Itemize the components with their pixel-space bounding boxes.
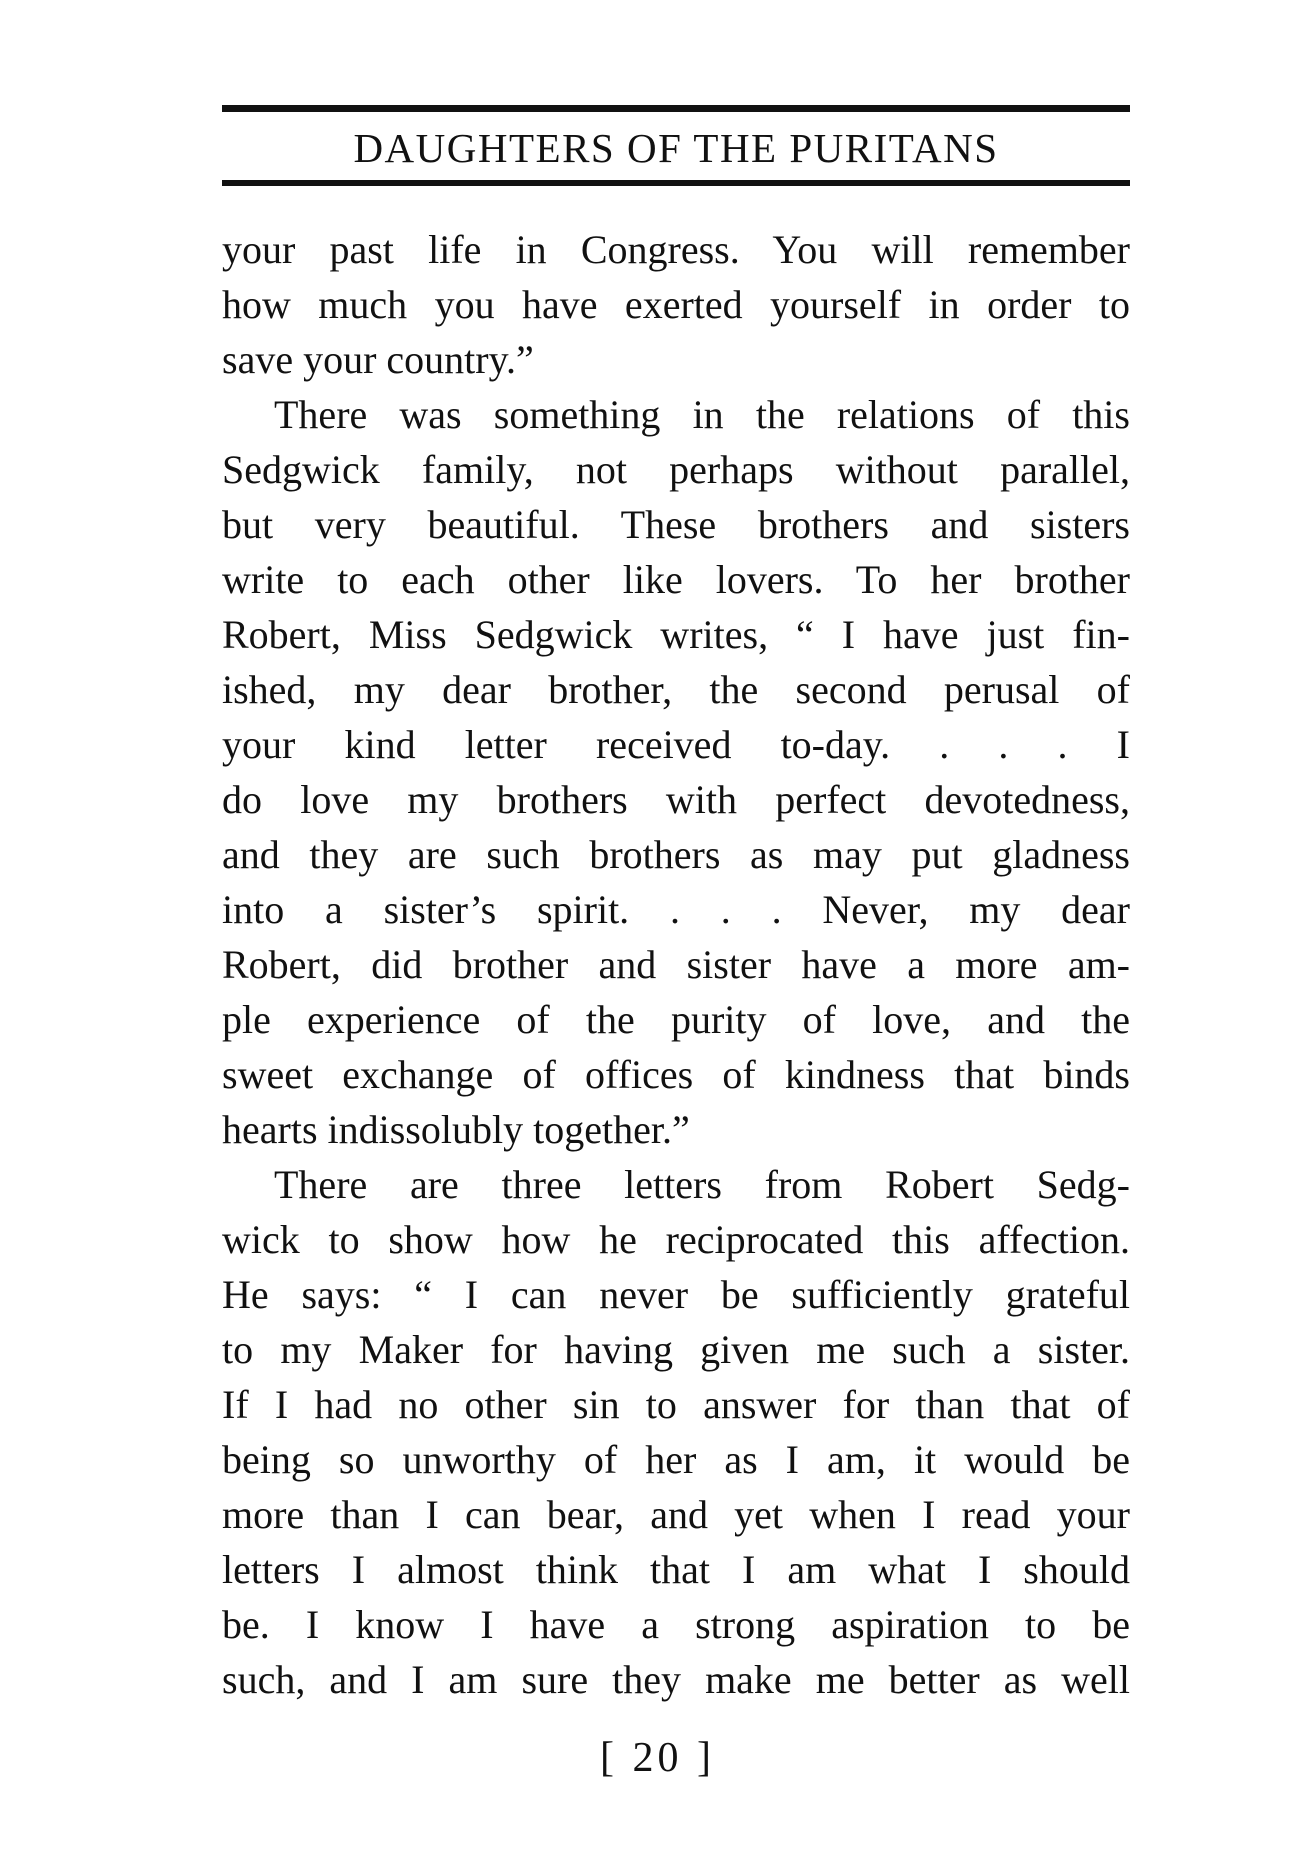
text-line: write to each other like lovers. To her brother [222,557,1130,602]
header-rule-top [222,105,1130,112]
paragraph-start-line: There was something in the relations of this [274,392,1130,437]
text-line: He says: “ I can never be sufficiently grateful [222,1272,1130,1317]
text-line: letters I almost think that I am what I should [222,1547,1130,1592]
body-text [222,222,1130,1707]
text-line: and they are such brothers as may put gladness [222,832,1130,877]
text-line: how much you have exerted yourself in order to [222,282,1130,327]
text-line: being so unworthy of her as I am, it would be [222,1437,1130,1482]
text-line: your past life in Congress. You will remember [222,227,1130,272]
header-rule-bottom [222,180,1130,186]
text-line: wick to show how he reciprocated this affection. [222,1217,1130,1262]
text-line: but very beautiful. These brothers and sisters [222,502,1130,547]
text-line: hearts indissolubly together.” [222,1107,690,1152]
text-line: Robert, did brother and sister have a more am- [222,942,1130,987]
text-line: If I had no other sin to answer for than that of [222,1382,1130,1427]
text-line: sweet exchange of offices of kindness that binds [222,1052,1130,1097]
running-head: DAUGHTERS OF THE PURITANS [353,125,999,171]
text-line: do love my brothers with perfect devotedness, [222,777,1130,822]
text-line: such, and I am sure they make me better as well [222,1657,1130,1702]
text-line: to my Maker for having given me such a sister. [222,1327,1130,1372]
text-line: ple experience of the purity of love, and the [222,997,1130,1042]
paragraph-start-line: There are three letters from Robert Sedg- [274,1162,1130,1207]
page-number: [ 20 ] [600,1735,715,1781]
text-line: into a sister’s spirit. . . . Never, my dear [222,887,1130,932]
text-line: be. I know I have a strong aspiration to be [222,1602,1130,1647]
text-line: ished, my dear brother, the second perusal of [222,667,1130,712]
text-line: Robert, Miss Sedgwick writes, “ I have just fin- [222,612,1130,657]
text-line: your kind letter received to-day. . . . I [222,722,1130,767]
text-line: more than I can bear, and yet when I read your [222,1492,1130,1537]
text-line: Sedgwick family, not perhaps without parallel, [222,447,1130,492]
text-line: save your country.” [222,337,534,382]
